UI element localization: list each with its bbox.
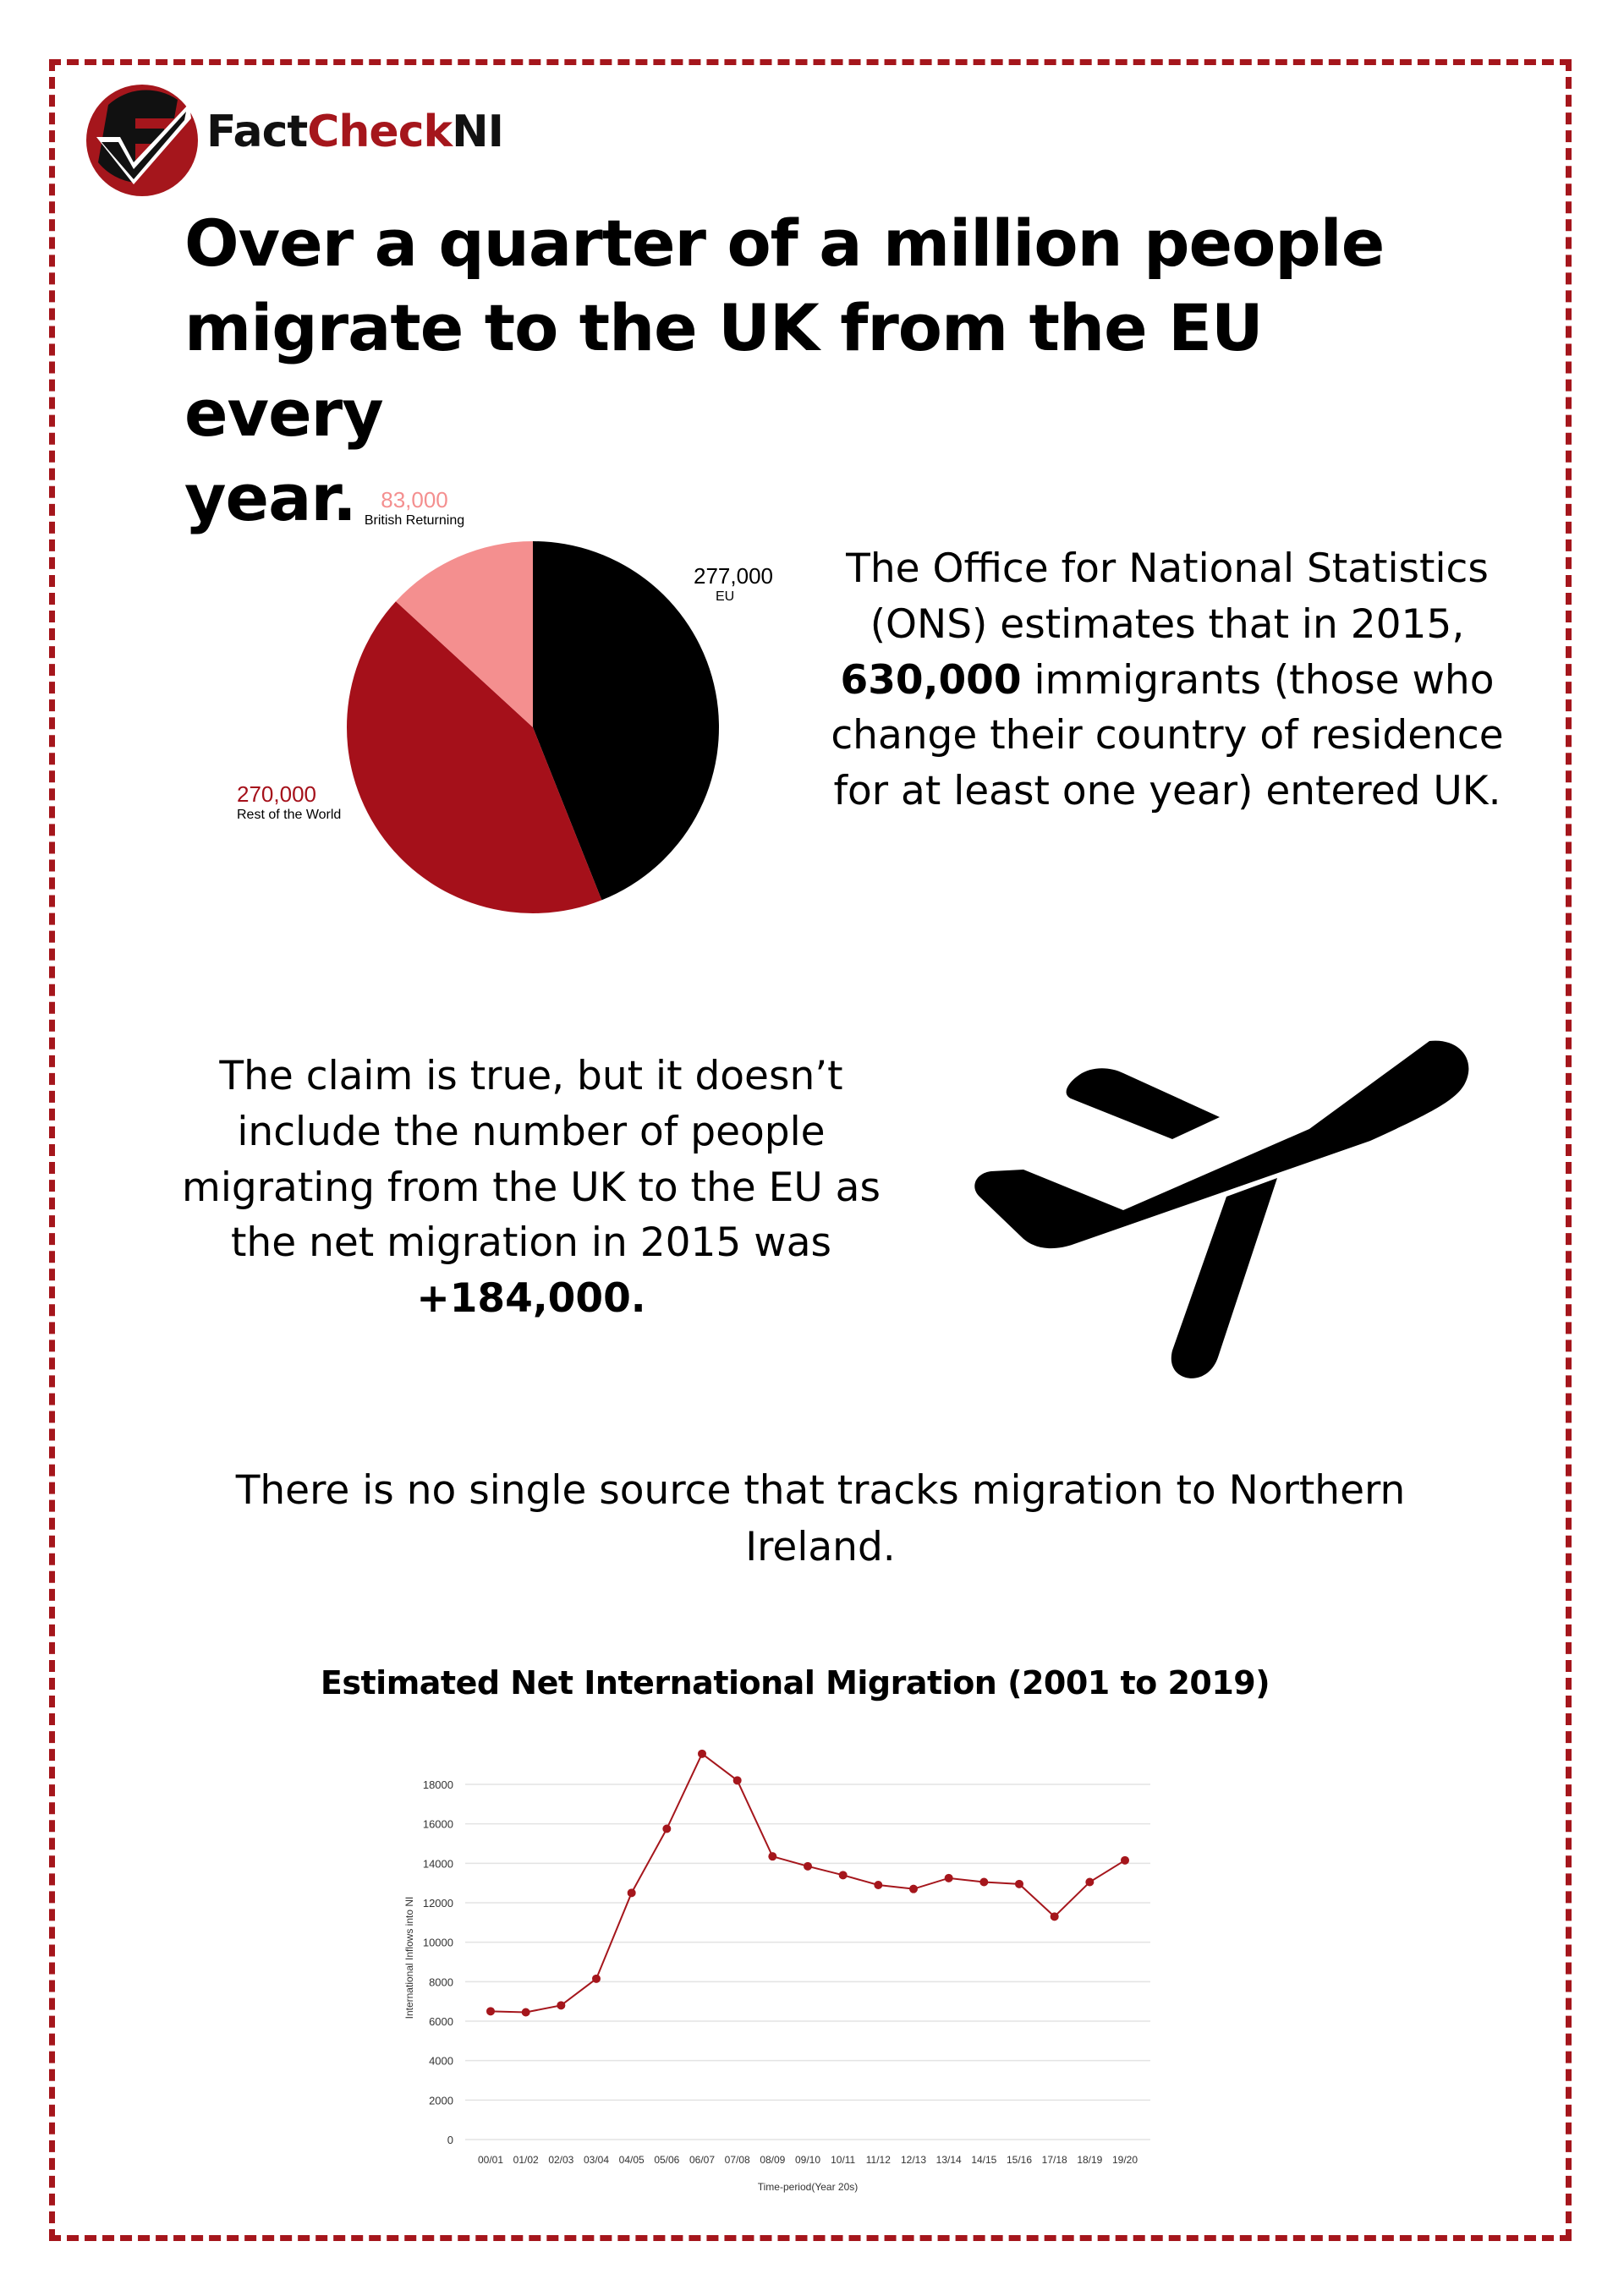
- data-point: [839, 1871, 848, 1879]
- pie-slice-label: Rest of the World: [237, 808, 342, 822]
- x-tick-label: 19/20: [1111, 2154, 1138, 2166]
- y-tick-label: 16000: [422, 1817, 453, 1831]
- y-tick-label: 4000: [429, 2054, 453, 2068]
- y-tick-label: 10000: [422, 1936, 453, 1949]
- x-axis-label: Time-period(Year 20s): [757, 2181, 859, 2193]
- brand-part-fact: Fact: [206, 107, 308, 157]
- data-point: [733, 1776, 742, 1784]
- data-point: [804, 1862, 812, 1871]
- data-point: [945, 1874, 953, 1882]
- y-tick-label: 14000: [422, 1857, 453, 1871]
- brand-part-ni: NI: [452, 107, 503, 157]
- ons-text-part-1: The Office for National Statistics (ONS) estimates that in 2015,: [846, 545, 1489, 648]
- x-tick-label: 11/12: [865, 2154, 891, 2166]
- data-point: [1121, 1856, 1129, 1865]
- headline-line-3: year.: [184, 459, 356, 535]
- ons-immigrants-figure: 630,000: [840, 656, 1022, 704]
- data-point: [628, 1888, 636, 1897]
- x-tick-label: 10/11: [831, 2154, 856, 2166]
- x-tick-label: 09/10: [794, 2154, 821, 2166]
- data-point: [874, 1881, 882, 1889]
- data-point: [557, 2001, 565, 2009]
- x-tick-label: 18/19: [1077, 2154, 1103, 2166]
- x-tick-label: 04/05: [618, 2154, 645, 2166]
- data-point: [698, 1750, 706, 1758]
- ons-text-part-2: immigrants (those who change their country of residence for at least one year) entered UK.: [831, 656, 1504, 815]
- x-tick-label: 17/18: [1041, 2154, 1067, 2166]
- x-tick-label: 14/15: [971, 2154, 997, 2166]
- x-tick-label: 12/13: [900, 2154, 927, 2166]
- data-point: [1051, 1912, 1059, 1921]
- airplane-icon: [973, 1036, 1480, 1391]
- data-point: [1015, 1880, 1023, 1888]
- y-tick-label: 12000: [422, 1897, 453, 1910]
- data-point: [592, 1975, 601, 1983]
- x-tick-label: 07/08: [724, 2154, 750, 2166]
- headline-line-2: migrate to the UK from the EU every: [184, 290, 1263, 451]
- series-line: [491, 1754, 1125, 2013]
- y-axis-label: International Inflows into NI: [403, 1896, 415, 2019]
- x-tick-label: 06/07: [689, 2154, 716, 2166]
- x-tick-label: 13/14: [935, 2154, 962, 2166]
- pie-slice-label: British Returning: [364, 513, 465, 528]
- pie-value-label: 83,000: [381, 487, 448, 512]
- y-tick-label: 0: [447, 2134, 453, 2146]
- x-tick-label: 05/06: [654, 2154, 680, 2166]
- data-point: [979, 1878, 988, 1887]
- x-tick-label: 01/02: [513, 2154, 539, 2166]
- x-tick-label: 15/16: [1006, 2154, 1033, 2166]
- data-point: [522, 2008, 530, 2017]
- data-point: [486, 2007, 495, 2015]
- pie-chart: [203, 482, 812, 956]
- x-tick-label: 00/01: [477, 2154, 504, 2166]
- pie-value-label: 277,000: [694, 563, 773, 589]
- data-point: [1085, 1878, 1094, 1887]
- data-point: [662, 1825, 671, 1833]
- brand-part-check: Check: [307, 107, 453, 157]
- y-tick-label: 8000: [429, 1975, 453, 1989]
- data-point: [768, 1852, 776, 1860]
- pie-slice-label: EU: [716, 589, 735, 604]
- checkmark-f-logo: [83, 81, 201, 200]
- x-tick-label: 03/04: [583, 2154, 610, 2166]
- chart-title: Estimated Net International Migration (2001 to 2019): [320, 1664, 1270, 1701]
- net-migration-figure: +184,000.: [416, 1275, 646, 1323]
- ons-paragraph: [812, 541, 1522, 819]
- y-tick-label: 18000: [422, 1778, 453, 1791]
- ni-paragraph: There is no single source that tracks migration to Northern Ireland.: [235, 1467, 1406, 1570]
- pie-value-label: 270,000: [237, 781, 316, 807]
- x-tick-label: 02/03: [548, 2154, 574, 2166]
- x-tick-label: 08/09: [760, 2154, 786, 2166]
- y-tick-label: 2000: [429, 2094, 453, 2107]
- claim-text: The claim is true, but it doesn’t include the number of people migrating from the UK to the EU as the net migration in 2015 was: [182, 1053, 881, 1267]
- headline-line-1: Over a quarter of a million people: [184, 205, 1385, 281]
- claim-paragraph: [151, 1049, 912, 1327]
- y-tick-label: 6000: [429, 2015, 453, 2028]
- data-point: [909, 1885, 918, 1893]
- brand-name: [206, 107, 503, 157]
- line-chart: [364, 1742, 1210, 2199]
